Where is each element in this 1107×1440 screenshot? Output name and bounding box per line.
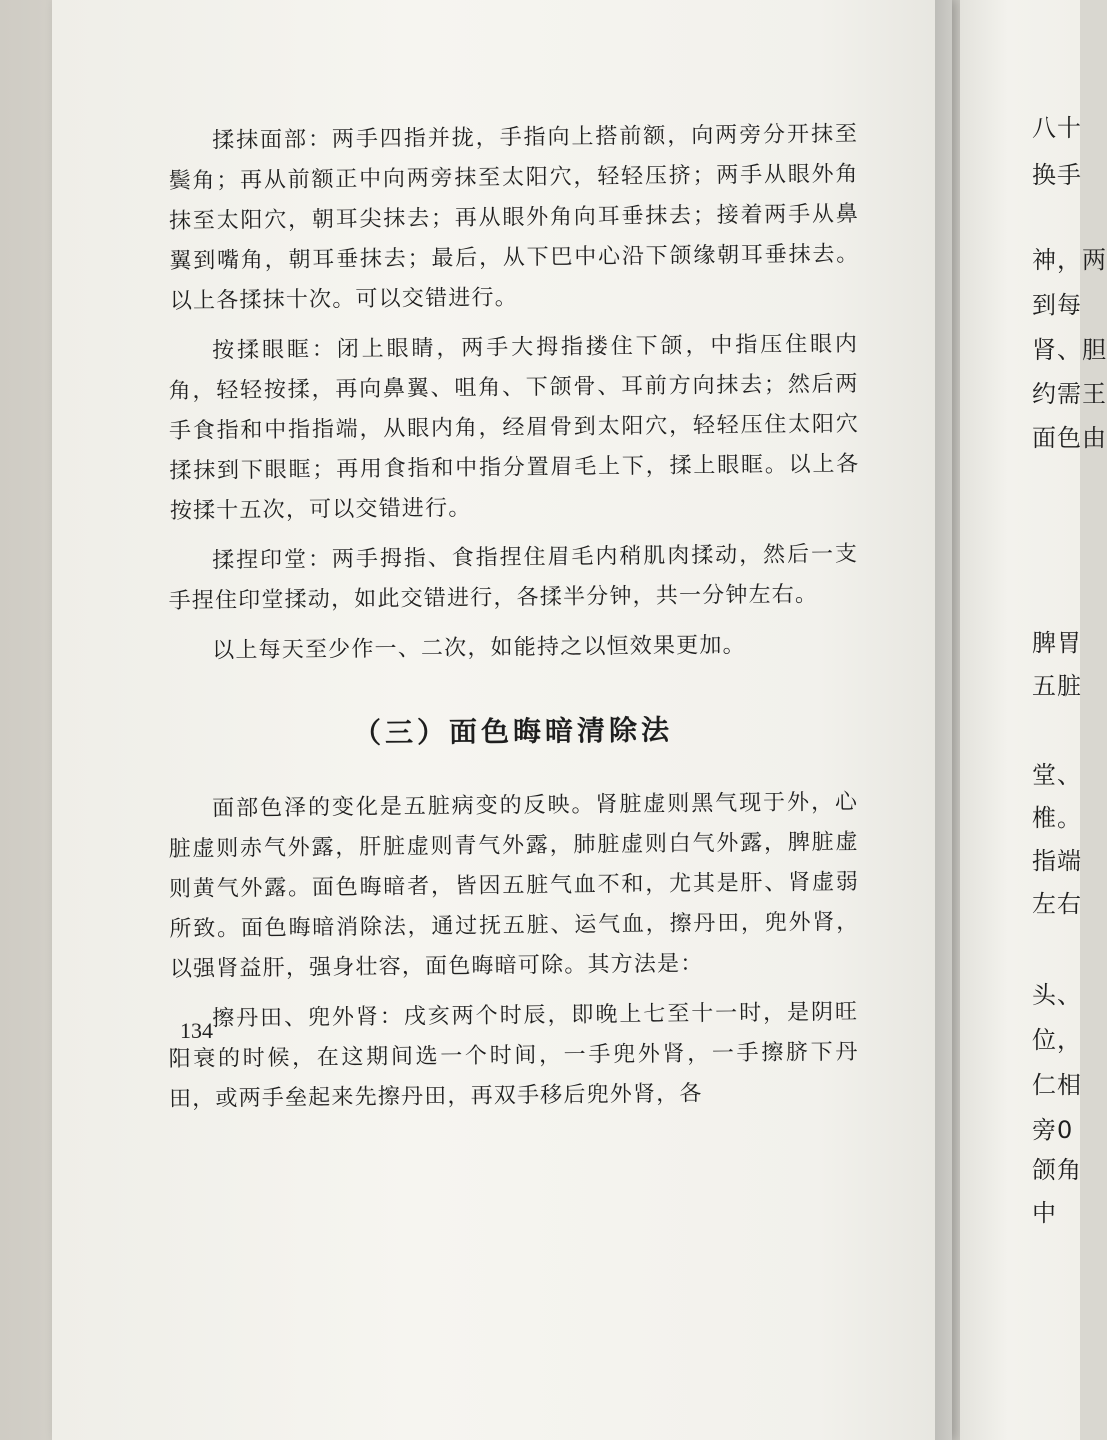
right-page-fragment: 脾胃 [1032,629,1082,657]
right-page-fragment: 椎。 [1032,804,1082,832]
right-page-fragment: 约需王 [1032,380,1107,408]
right-page-fragment: 面色由 [1032,424,1107,452]
right-page-fragment: 堂、 [1032,761,1082,789]
right-page-fragment: 颌角 [1032,1156,1082,1184]
paragraph-eye-socket: 按揉眼眶：闭上眼睛，两手大拇指搂住下颌，中指压住眼内角，轻轻按揉，再向鼻翼、咀角、下颌骨、耳前方向抹去；然后两手食指和中指指端，从眼内角，经眉骨到太阳穴，轻轻压住太阳穴揉抹到下眼眶；再用食指和中指分置眉毛上下，揉上眼眶。以上各按揉十五次，可以交错进行。 [168,331,860,524]
right-page-fragment: 中 [1032,1199,1057,1227]
right-page-fragment: 旁0 [1032,1116,1074,1144]
paragraph-face-rub: 揉抹面部：两手四指并拢，手指向上搭前额，向两旁分开抹至鬓角；再从前额正中向两旁抹至太阳穴，轻轻压挤；两手从眼外角抹至太阳穴，朝耳尖抹去；再从眼外角向耳垂抹去；接着两手从鼻翼到嘴角，朝耳垂抹去；最后，从下巴中心沿下颌缘朝耳垂抹去。以上各揉抹十次。可以交错进行。 [168,121,860,314]
right-page-fragment: 左右 [1032,890,1082,918]
section-title: （三）面色晦暗清除法 [352,713,674,750]
right-page-fragment: 头、 [1032,981,1082,1009]
paragraph-dantian: 擦丹田、兜外肾：戌亥两个时辰，即晚上七至十一时，是阴旺阳衰的时候，在这期间选一个时间，一手兜外肾，一手擦脐下丹田，或两手垒起来先擦丹田，再双手移后兜外肾，各 [168,999,859,1112]
paragraph-complexion-intro: 面部色泽的变化是五脏病变的反映。肾脏虚则黑气现于外，心脏虚则赤气外露，肝脏虚则青气外露，肺脏虚则白气外露，脾脏虚则黄气外露。面色晦暗者，皆因五脏气血不和，尤其是肝、肾虚弱所致。面色晦暗消除法，通过抚五脏、运气血，擦丹田，兜外肾，以强肾益肝，强身壮容，面色晦暗可除。其方法是： [168,789,860,982]
page-number: 134 [180,1018,213,1043]
left-page-text [168,122,858,1130]
right-page-fragment: 肾、胆 [1032,336,1107,364]
right-page-fragment: 仁相 [1032,1071,1082,1099]
right-page-fragment: 八十 [1032,114,1082,142]
right-page-fragment: 五脏 [1032,672,1082,700]
right-page-fragment: 到每 [1032,291,1082,319]
right-page-fragment: 位， [1032,1026,1082,1054]
paragraph-daily-note: 以上每天至少作一、二次，如能持之以恒效果更加。 [212,632,746,664]
right-page-fragment: 换手 [1032,161,1082,189]
paragraph-yintang: 揉捏印堂：两手拇指、食指捏住眉毛内稍肌肉揉动，然后一支手捏住印堂揉动，如此交错进行，各揉半分钟，共一分钟左右。 [168,541,859,614]
right-page-fragment: 指端 [1032,847,1082,875]
right-book-page [960,0,1107,1440]
right-page-fragment: 神，两 [1032,246,1107,274]
